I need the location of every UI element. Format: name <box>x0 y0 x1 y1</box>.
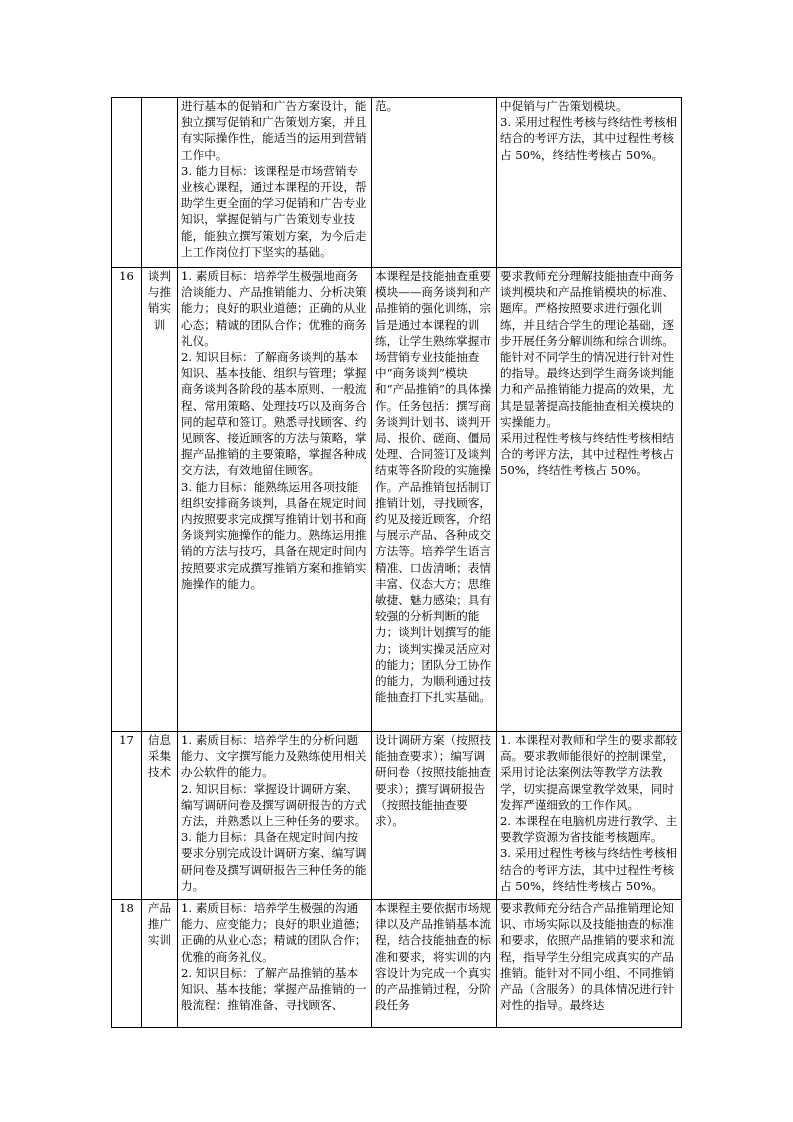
course-table <box>111 97 682 1028</box>
course-objectives: 1. 素质目标：培养学生的分析问题能力、文字撰写能力及熟练使用相关办公软件的能力。 2. 知识目标：掌握设计调研方案、编写调研问卷及撰写调研报告的方式方法，并熟悉以上三种任务的要求。 3. 能力目标：具备在规定时间内按要求分别完成设计调研方案、编写调研问卷及撰写调研报告三种任务的能力。 <box>178 732 372 900</box>
course-number: 17 <box>112 732 142 900</box>
course-content: 设计调研方案（按照技能抽查要求）；编写调研问卷（按照技能抽查要求）；撰写调研报告（按照技能抽查要求）。 <box>372 732 497 900</box>
table-row-continued <box>112 98 682 268</box>
course-content: 范。 <box>372 98 497 268</box>
course-requirements: 要求教师充分结合产品推销理论知识、市场实际以及技能抽查的标准和要求，依照产品推销的要求和流程，指导学生分组完成真实的产品推销。能针对不同小组、不同推销产品（含服务）的具体情况进行针对性的指导。最终达 <box>497 900 682 1028</box>
table-row-17 <box>112 732 682 900</box>
course-content: 本课程主要依据市场规律以及产品推销基本流程，结合技能抽查的标准和要求，将实训的内容设计为完成一个真实的产品推销过程，分阶段任务 <box>372 900 497 1028</box>
course-requirements: 要求教师充分理解技能抽查中商务谈判模块和产品推销模块的标准、题库。严格按照要求进行强化训练，并且结合学生的理论基础，逐步开展任务分解训练和综合训练。能针对不同学生的情况进行针对性的指导。最终达到学生商务谈判能力和产品推销能力提高的效果，尤其是显著提高技能抽查相关模块的实操能力。 采用过程性考核与终结性考核相结合的考评方法，其中过程性考核占 50%，终结性考核占 50%。 <box>497 268 682 732</box>
course-objectives: 1. 素质目标：培养学生极强的沟通能力、应变能力；良好的职业道德；正确的从业心态；精诚的团队合作；优雅的商务礼仪。 2. 知识目标：了解产品推销的基本知识、基本技能；掌握产品推销的一般流程：推销准备、寻找顾客、 <box>178 900 372 1028</box>
course-number: 18 <box>112 900 142 1028</box>
table-row-18 <box>112 900 682 1028</box>
course-requirements: 1. 本课程对教师和学生的要求都较高。要求教师能很好的控制课堂，采用讨论法案例法等教学方法教学，切实提高课堂教学效果，同时发挥严谨细致的工作作风。 2. 本课程在电脑机房进行教学、主要教学资源为省技能考核题库。 3. 采用过程性考核与终结性考核相结合的考评方法，其中过程性考核占 50%，终结性考核占 50%。 <box>497 732 682 900</box>
course-name: 信息采集技术 <box>142 732 178 900</box>
table-row-16 <box>112 268 682 732</box>
course-requirements: 中促销与广告策划模块。 3. 采用过程性考核与终结性考核相结合的考评方法，其中过程性考核占 50%，终结性考核占 50%。 <box>497 98 682 268</box>
course-number <box>112 98 142 268</box>
course-objectives: 进行基本的促销和广告方案设计，能独立撰写促销和广告策划方案，并且有实际操作性，能适当的运用到营销工作中。 3. 能力目标：该课程是市场营销专业核心课程，通过本课程的开设，帮助学生更全面的学习促销和广告专业知识，掌握促销与广告策划专业技能，能独立撰写策划方案，为今后走上工作岗位打下坚实的基础。 <box>178 98 372 268</box>
course-content: 本课程是技能抽查重要模块——商务谈判和产品推销的强化训练，宗旨是通过本课程的训练，让学生熟练掌握市场营销专业技能抽查中“商务谈判”模块和“产品推销”的具体操作。任务包括：撰写商务谈判计划书、谈判开局、报价、磋商、僵局处理、合同签订及谈判结束等各阶段的实施操作。产品推销包括制订推销计划，寻找顾客，约见及接近顾客，介绍与展示产品、各种成交方法等。培养学生语言精准、口齿清晰；表情丰富、仪态大方；思维敏捷、魅力感染；具有较强的分析判断的能力；谈判计划撰写的能力；谈判实操灵活应对的能力；团队分工协作的能力，为顺利通过技能抽查打下扎实基础。 <box>372 268 497 732</box>
course-number: 16 <box>112 268 142 732</box>
course-name: 产品推广实训 <box>142 900 178 1028</box>
course-objectives: 1. 素质目标：培养学生极强地商务洽谈能力、产品推销能力、分析决策能力；良好的职业道德；正确的从业心态；精诚的团队合作；优雅的商务礼仪。 2. 知识目标：了解商务谈判的基本知识、基本技能、组织与管理；掌握商务谈判各阶段的基本原则、一般流程、常用策略、处理技巧以及商务合同的起草和签订。熟悉寻找顾客、约见顾客、接近顾客的方法与策略，掌握产品推销的主要策略，掌握各种成交方法，有效地留住顾客。 3. 能力目标：能熟练运用各项技能组织安排商务谈判，具备在规定时间内按照要求完成撰写推销计划书和商务谈判实施操作的能力。熟练运用推销的方法与技巧，具备在规定时间内按照要求完成撰写推销方案和推销实施操作的能力。 <box>178 268 372 732</box>
course-name <box>142 98 178 268</box>
course-name: 谈判与推销实训 <box>142 268 178 732</box>
